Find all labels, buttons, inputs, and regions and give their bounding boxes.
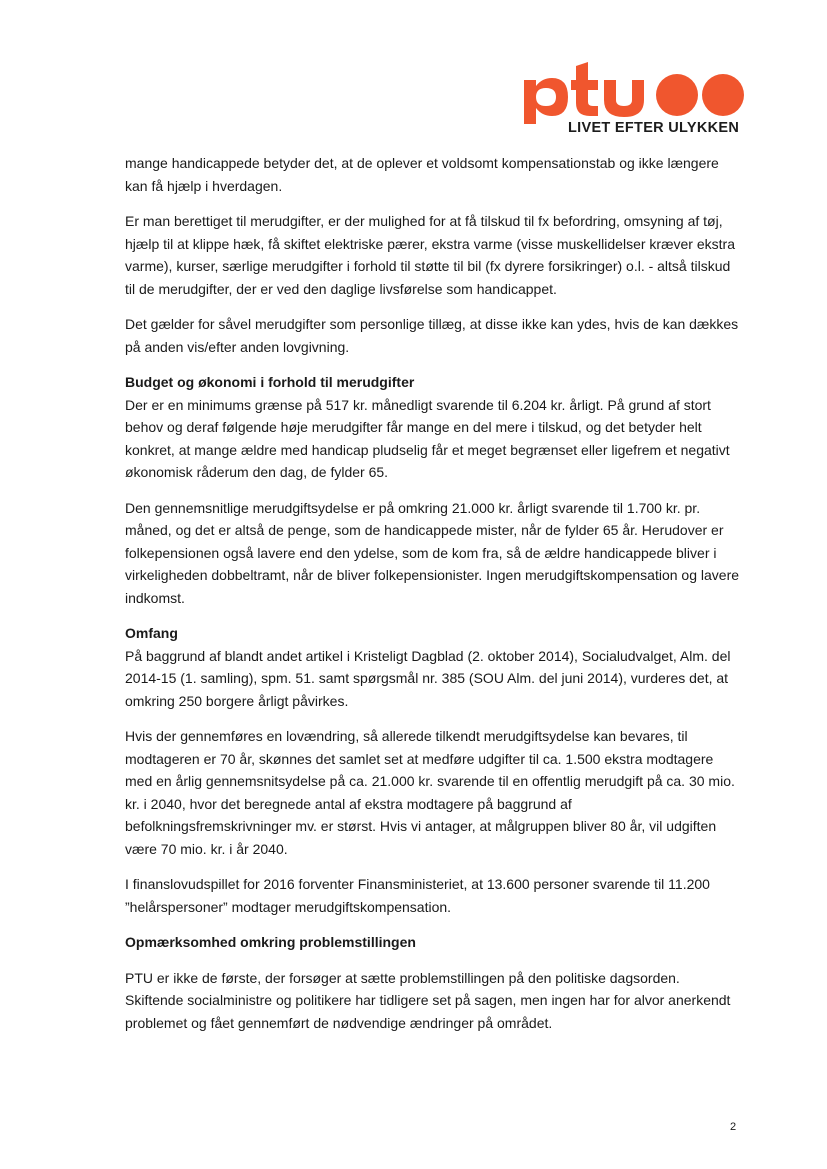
logo-letter-p [524, 78, 568, 124]
paragraph: PTU er ikke de første, der forsøger at sætte problemstillingen på den politiske dagsorden. Skiftende socialministre og politikere har tidligere set på sagen, men ingen har for alvor anerkendt problemet og fået gennemført de nødvendige ændringer på området. [125, 969, 731, 1031]
paragraph: Er man berettiget til merudgifter, er der mulighed for at få tilskud til fx befordring, omsyning af tøj, hjælp til at klippe hæk, få skiftet elektriske pærer, ekstra varme (visse muskellidelser kræver ekstra varme), kurser, særlige merudgifter i forhold til støtte til bil (fx dyrere forsikringer) o.l. - altså tilskud til de merudgifter, der er ved den daglige livsførelse som handicappet. [125, 213, 735, 297]
paragraph: I finanslovudspillet for 2016 forventer Finansministeriet, at 13.600 personer svarende til 11.200 ”helårspersoner” modtager merudgiftskompensation. [125, 876, 710, 915]
logo-dot-right [702, 74, 744, 116]
section-heading: Opmærksomhed omkring problemstillingen [125, 934, 416, 950]
paragraph: Der er en minimums grænse på 517 kr. månedligt svarende til 6.204 kr. årligt. På grund af stort behov og deraf følgende høje merudgifter får mange en del mere i tilskud, og det betyder helt konkret, at mange ældre med handicap pludselig får et meget begrænset eller ligefrem et negativt økonomisk råderum den dag, de fylder 65. [125, 396, 730, 480]
logo-letter-t [571, 62, 598, 116]
ptu-logo [520, 50, 750, 140]
document-body [125, 152, 740, 1047]
page-number: 2 [730, 1121, 737, 1133]
paragraph: Hvis der gennemføres en lovændring, så allerede tilkendt merudgiftsydelse kan bevares, til modtageren er 70 år, skønnes det samlet set at medføre udgifter til ca. 1.500 ekstra modtagere med en årlig gennemsnitsydelse på ca. 21.000 kr. svarende til en offentlig merudgift på ca. 30 mio. kr. i 2040, hvor det beregnede antal af ekstra modtagere på baggrund af befolkningsfremskrivninger mv. er størst. Hvis vi antager, at målgruppen bliver 80 år, vil udgiften være 70 mio. kr. i år 2040. [125, 728, 735, 857]
logo-tagline: LIVET EFTER ULYKKEN [568, 120, 740, 136]
paragraph: Det gælder for såvel merudgifter som personlige tillæg, at disse ikke kan ydes, hvis de kan dækkes på anden vis/efter anden lovgivning. [125, 316, 739, 355]
section-heading: Budget og økonomi i forhold til merudgifter [125, 374, 415, 390]
paragraph: På baggrund af blandt andet artikel i Kristeligt Dagblad (2. oktober 2014), Socialudvalget, Alm. del 2014-15 (1. samling), spm. 51. samt spørgsmål nr. 385 (SOU Alm. del juni 2014), vurderes det, at omkring 250 borgere årligt påvirkes. [125, 647, 731, 709]
paragraph: mange handicappede betyder det, at de oplever et voldsomt kompensationstab og ikke længere kan få hjælp i hverdagen. [125, 155, 719, 194]
logo-letter-u [604, 80, 644, 117]
logo-dot-left [656, 74, 698, 116]
section-heading: Omfang [125, 625, 178, 641]
paragraph: Den gennemsnitlige merudgiftsydelse er på omkring 21.000 kr. årligt svarende til 1.700 kr. pr. måned, og det er altså de penge, som de handicappede mister, når de fylder 65 år. Herudover er folkepensionen også lavere end den ydelse, som de kom fra, så de ældre handicappede bliver i virkeligheden dobbeltramt, når de bliver folkepensionister. Ingen merudgiftskompensation og lavere indkomst. [125, 499, 740, 606]
